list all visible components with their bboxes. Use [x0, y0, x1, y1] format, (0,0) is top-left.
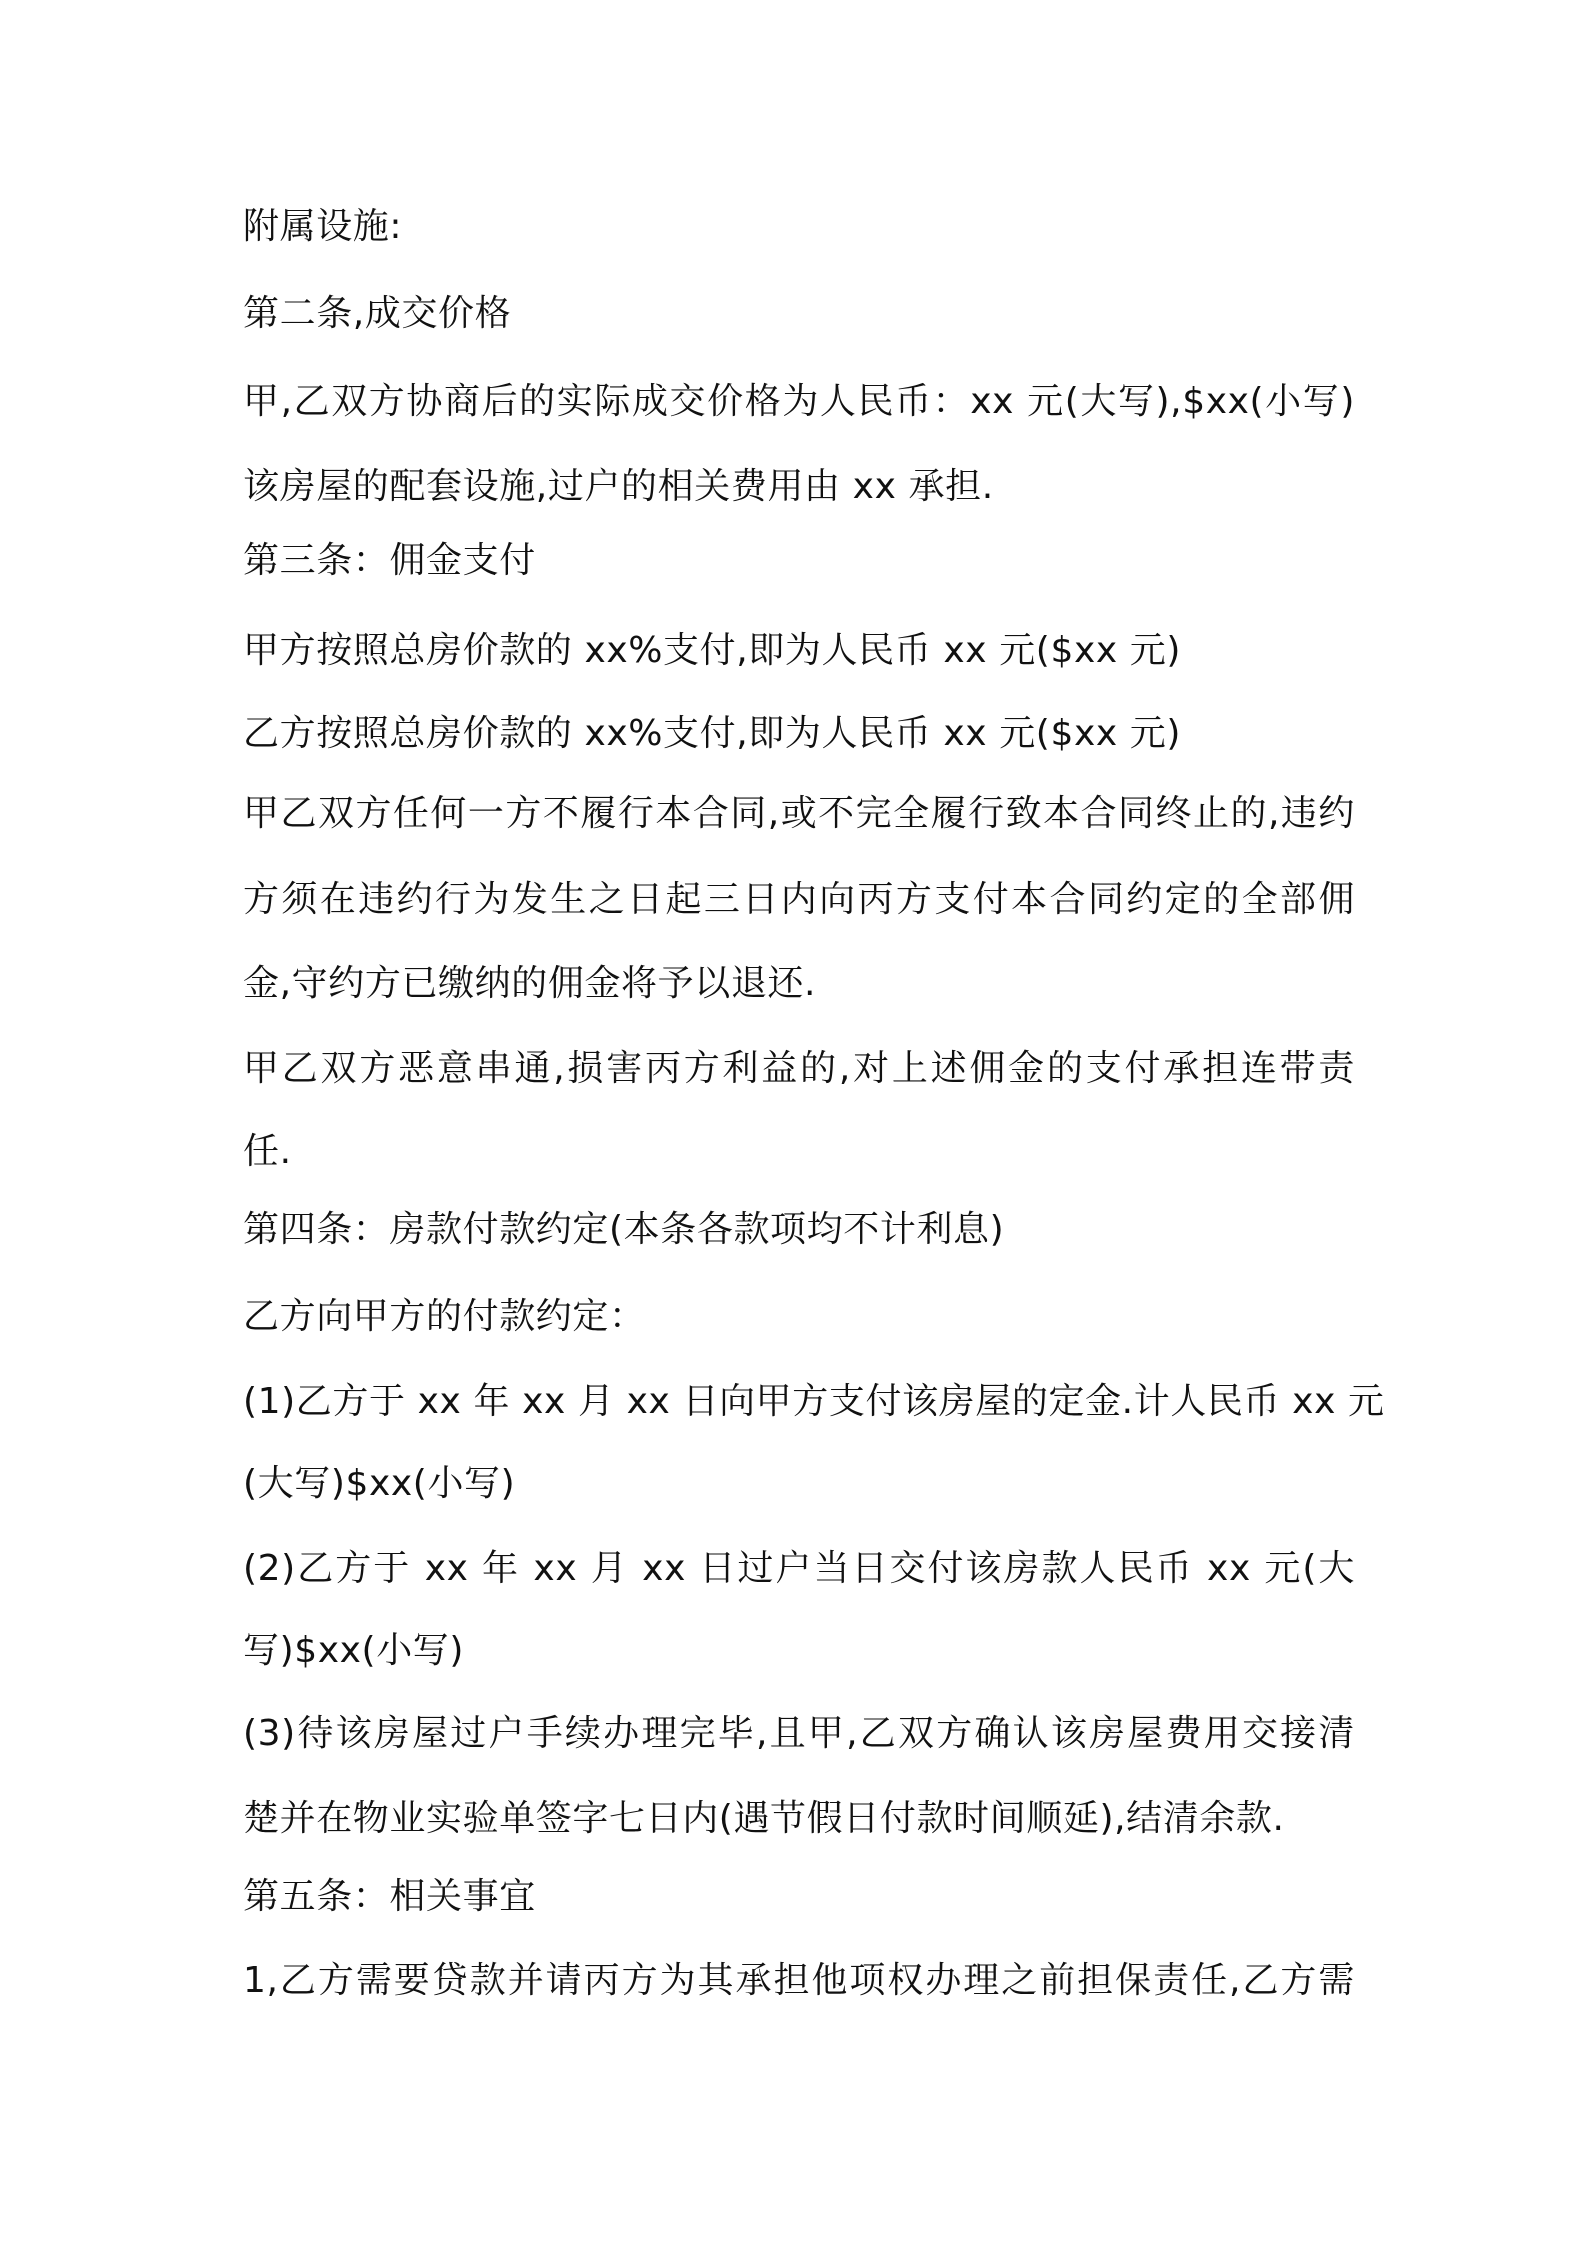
- text-line: 楚并在物业实验单签字七日内(遇节假日付款时间顺延),结清余款.: [243, 1798, 1285, 1839]
- text-line: 方须在违约行为发生之日起三日内向丙方支付本合同约定的全部佣: [243, 879, 1355, 920]
- text-line: 甲,乙双方协商后的实际成交价格为人民币：xx 元(大写),$xx(小写): [243, 381, 1355, 422]
- text-line: 任.: [243, 1131, 292, 1172]
- text-line: 写)$xx(小写): [243, 1630, 465, 1671]
- text-line: 乙方向甲方的付款约定：: [243, 1296, 646, 1337]
- heading-article-3: 第三条：佣金支付: [243, 540, 536, 581]
- heading-article-5: 第五条：相关事宜: [243, 1876, 536, 1917]
- text-line: (2)乙方于 xx 年 xx 月 xx 日过户当日交付该房款人民币 xx 元(大: [243, 1548, 1355, 1589]
- text-line: (1)乙方于 xx 年 xx 月 xx 日向甲方支付该房屋的定金.计人民币 xx 元: [243, 1381, 1385, 1422]
- text-line: 金,守约方已缴纳的佣金将予以退还.: [243, 963, 817, 1004]
- text-line-attached-facilities: 附属设施:: [243, 206, 403, 247]
- text-line: 甲乙双方任何一方不履行本合同,或不完全履行致本合同终止的,违约: [243, 793, 1355, 834]
- heading-article-4: 第四条：房款付款约定(本条各款项均不计利息): [243, 1209, 1005, 1250]
- text-line: 甲乙双方恶意串通,损害丙方利益的,对上述佣金的支付承担连带责: [243, 1048, 1355, 1089]
- text-line: (大写)$xx(小写): [243, 1463, 516, 1504]
- heading-article-2: 第二条,成交价格: [243, 293, 512, 334]
- text-line: 1,乙方需要贷款并请丙方为其承担他项权办理之前担保责任,乙方需: [243, 1960, 1355, 2001]
- text-line: 甲方按照总房价款的 xx%支付,即为人民币 xx 元($xx 元): [243, 630, 1182, 671]
- text-line: (3)待该房屋过户手续办理完毕,且甲,乙双方确认该房屋费用交接清: [243, 1713, 1355, 1754]
- text-line: 乙方按照总房价款的 xx%支付,即为人民币 xx 元($xx 元): [243, 713, 1182, 754]
- text-line: 该房屋的配套设施,过户的相关费用由 xx 承担.: [243, 466, 994, 507]
